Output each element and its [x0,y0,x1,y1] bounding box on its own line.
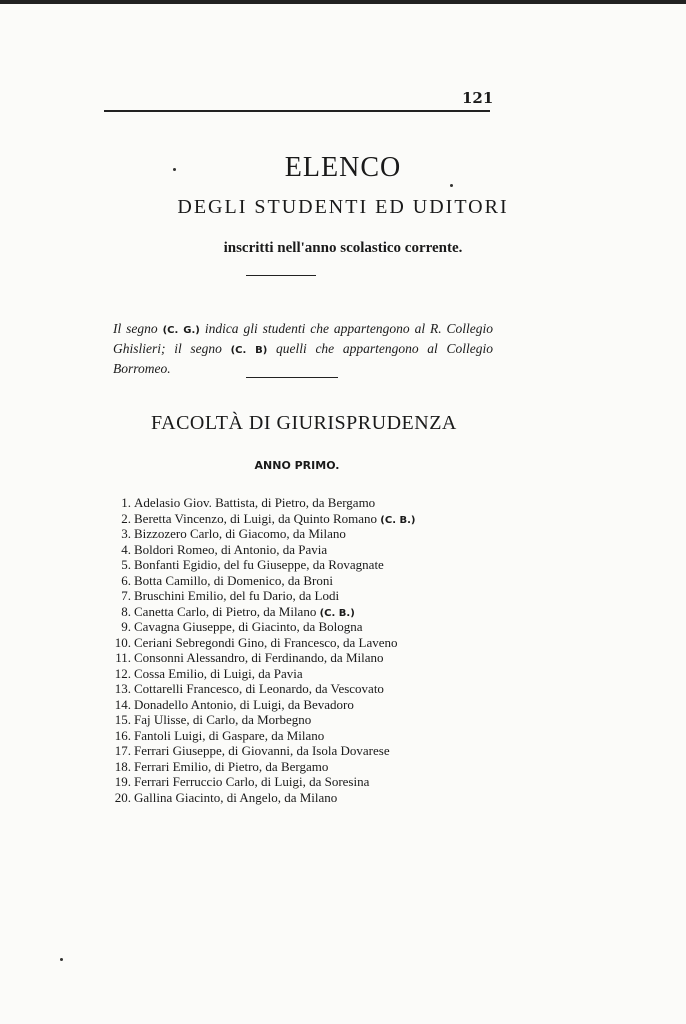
item-number: 15. [114,712,131,727]
college-note [113,320,493,378]
item-number: 17. [114,743,131,758]
list-item [106,774,415,790]
item-text: Adelasio Giov. Battista, di Pietro, da Bergamo [134,495,376,510]
list-item [106,542,415,558]
item-text: Beretta Vincenzo, di Luigi, da Quinto Romano [134,510,378,526]
note-text: quelli che appartengono al Collegio Borromeo. [113,341,494,376]
section-divider [246,275,316,276]
item-number: 19. [114,774,131,789]
item-number: 7. [121,588,131,603]
student-list [106,495,415,805]
list-item [106,790,415,806]
note-mark-ghislieri: (C. G.) [162,325,200,336]
item-text: Boldori Romeo, di Antonio, da Pavia [134,541,328,557]
item-number: 4. [121,541,131,557]
item-text: Bonfanti Egidio, del fu Giuseppe, da Rovagnate [134,557,384,572]
year-heading: ANNO PRIMO. [254,459,340,472]
intro-line: inscritti nell'anno scolastico corrente. [223,240,463,256]
item-number: 9. [121,619,131,634]
item-number: 1. [121,495,131,510]
list-item [106,495,415,511]
college-mark: (C. B.) [380,514,416,526]
item-text: Bruschini Emilio, del fu Dario, da Lodi [134,588,340,603]
list-item [106,697,415,713]
note-text: indica gli studenti che appartengono al R. Collegio Ghislieri; il segno [113,321,494,356]
paper-speck [173,168,176,171]
list-item [106,573,415,589]
item-text: Botta Camillo, di Domenico, da Broni [134,572,333,588]
item-number: 12. [114,665,131,681]
item-text: Bizzozero Carlo, di Giacomo, da Milano [134,526,346,541]
item-number: 3. [121,526,131,541]
page-top-edge [0,0,686,4]
item-text: Cavagna Giuseppe, di Giacinto, da Bologna [134,619,363,634]
item-text: Ferrari Ferruccio Carlo, di Luigi, da Soresina [134,774,370,789]
list-item [106,588,415,604]
section-divider [246,377,338,378]
college-mark: (C. B.) [319,607,355,619]
list-item [106,759,415,775]
paper-speck [450,184,453,187]
list-item [106,619,415,635]
list-item [106,712,415,728]
item-text: Ceriani Sebregondi Gino, di Francesco, da Laveno [134,634,398,650]
list-item [106,728,415,744]
header-rule [104,110,490,112]
list-item [106,681,415,697]
page-title: ELENCO [284,152,402,183]
note-mark-borromeo: (C. B) [230,345,268,356]
list-item [106,557,415,573]
list-item [106,635,415,651]
item-number: 16. [114,727,131,743]
item-number: 6. [121,572,131,588]
item-text: Gallina Giacinto, di Angelo, da Milano [134,789,338,805]
list-item [106,604,415,620]
list-item [106,743,415,759]
item-text: Faj Ulisse, di Carlo, da Morbegno [134,712,312,727]
item-number: 13. [114,681,131,696]
page-subtitle: DEGLI STUDENTI ED UDITORI [177,196,509,218]
list-item [106,650,415,666]
item-number: 10. [114,634,131,650]
faculty-heading: FACOLTÀ DI GIURISPRUDENZA [151,412,457,434]
item-number: 14. [114,696,131,712]
item-number: 2. [121,510,131,526]
item-number: 20. [114,789,131,805]
list-item [106,666,415,682]
item-text: Donadello Antonio, di Luigi, da Bevadoro [134,696,354,712]
list-item [106,511,415,527]
item-number: 18. [114,758,131,774]
item-number: 8. [121,603,131,619]
page-number: 121 [462,89,494,107]
item-text: Fantoli Luigi, di Gaspare, da Milano [134,727,325,743]
note-text: Il segno [113,321,158,336]
list-item [106,526,415,542]
item-text: Cossa Emilio, di Luigi, da Pavia [134,665,303,681]
item-number: 11. [115,650,131,665]
item-text: Ferrari Emilio, di Pietro, da Bergamo [134,758,329,774]
item-text: Canetta Carlo, di Pietro, da Milano [134,603,317,619]
item-text: Ferrari Giuseppe, di Giovanni, da Isola Dovarese [134,743,390,758]
item-text: Cottarelli Francesco, di Leonardo, da Vescovato [134,681,384,696]
item-text: Consonni Alessandro, di Ferdinando, da Milano [134,650,384,665]
item-number: 5. [121,557,131,572]
paper-speck [60,958,63,961]
